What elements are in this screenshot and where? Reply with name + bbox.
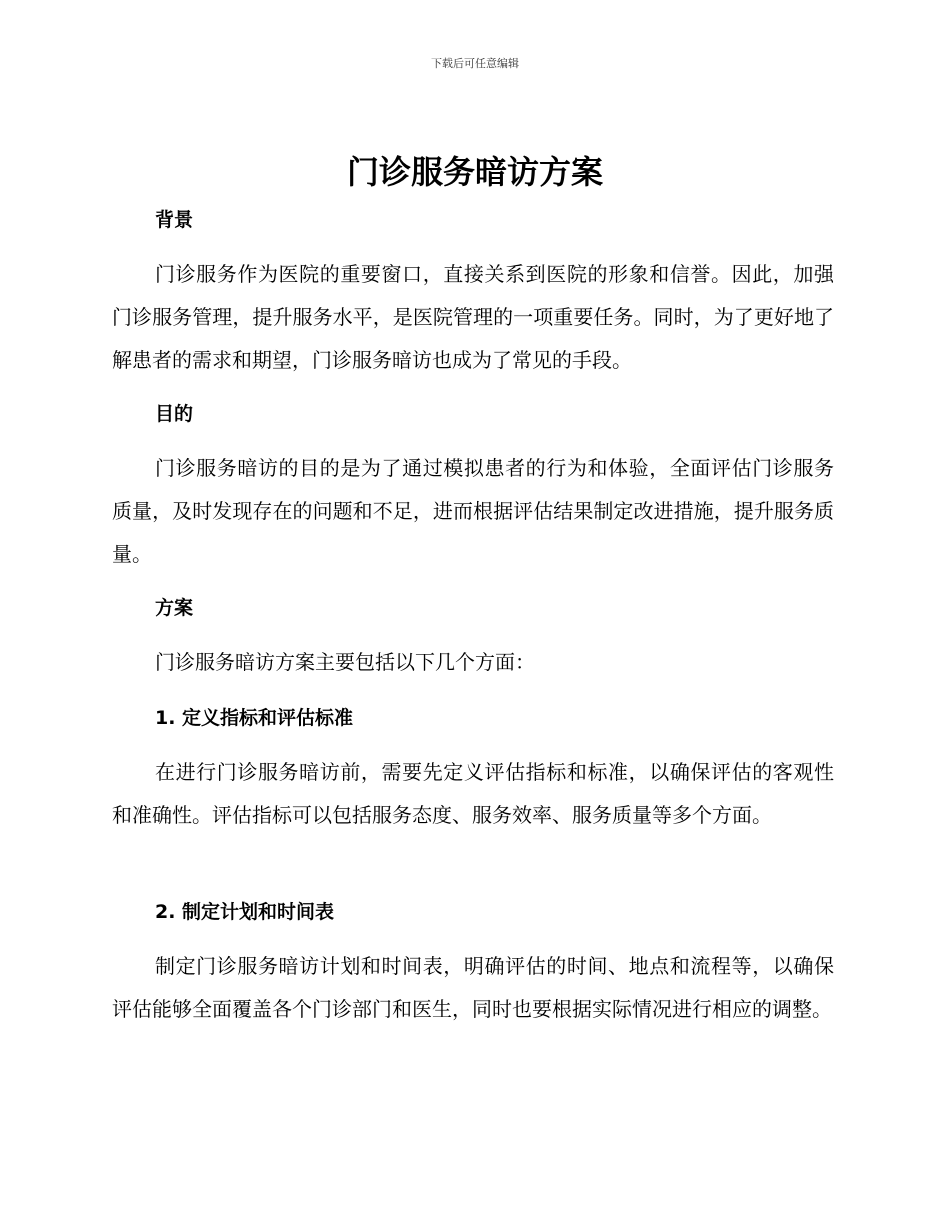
section-heading-background: 背景 — [155, 209, 194, 231]
section-heading-define-metrics: 1. 定义指标和评估标准 — [155, 707, 354, 729]
section-heading-schedule: 2. 制定计划和时间表 — [155, 901, 335, 923]
page-header-note: 下载后可任意编辑 — [431, 57, 519, 70]
section-paragraph-define-metrics: 在进行门诊服务暗访前，需要先定义评估指标和标准，以确保评估的客观性和准确性。评估指标可以包括服务态度、服务效率、服务质量等多个方面。 — [112, 760, 834, 827]
section-paragraph-plan: 门诊服务暗访方案主要包括以下几个方面： — [155, 650, 535, 674]
section-heading-plan: 方案 — [155, 597, 194, 619]
section-paragraph-schedule: 制定门诊服务暗访计划和时间表，明确评估的时间、地点和流程等，以确保评估能够全面覆盖各个门诊部门和医生，同时也要根据实际情况进行相应的调整。 — [112, 954, 834, 1021]
section-heading-purpose: 目的 — [155, 403, 194, 425]
section-paragraph-background: 门诊服务作为医院的重要窗口，直接关系到医院的形象和信誉。因此，加强门诊服务管理，提升服务水平，是医院管理的一项重要任务。同时，为了更好地了解患者的需求和期望，门诊服务暗访也成为了常见的手段。 — [112, 262, 834, 372]
section-paragraph-purpose: 门诊服务暗访的目的是为了通过模拟患者的行为和体验，全面评估门诊服务质量，及时发现存在的问题和不足，进而根据评估结果制定改进措施，提升服务质量。 — [112, 456, 834, 566]
document-title: 门诊服务暗访方案 — [346, 153, 603, 191]
